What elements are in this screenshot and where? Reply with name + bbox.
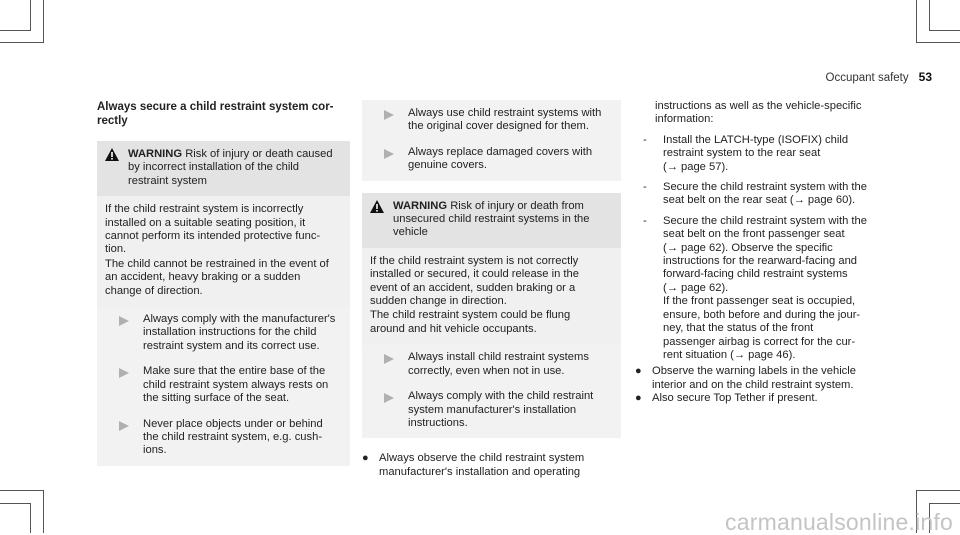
play-arrow-icon: [119, 368, 133, 405]
section-heading: Always secure a child restraint system cor- rectly: [97, 101, 334, 127]
crop-mark: [0, 490, 44, 491]
warning-box: [362, 193, 621, 439]
warning-title: WARNING: [128, 148, 183, 160]
column-1: [97, 100, 350, 466]
page-number: 53: [918, 70, 932, 84]
warning-paragraph: If the child restraint system is not correctly installed or secured, it could release in the event of an accident, sudden braking or a sudden change in direction.: [370, 254, 579, 308]
play-arrow-icon: [119, 421, 133, 458]
warning-steps: [362, 345, 621, 438]
crop-mark: [0, 42, 44, 43]
bullet-list: [362, 452, 621, 479]
play-arrow-icon: [384, 354, 398, 378]
instruction-step: Never place objects under or behind the child restraint system, e.g. cush- ions.: [105, 418, 344, 458]
play-arrow-icon: [384, 110, 398, 134]
warning-box: [97, 141, 350, 466]
play-arrow-icon: [384, 393, 398, 430]
instruction-step: Always comply with the manufacturer's installation instructions for the child restraint system and its correct use.: [105, 313, 344, 353]
warning-paragraph: If the child restraint system is incorrectly installed on a suitable seating position, it cannot perform its intended protective func- tion.: [105, 203, 321, 256]
list-item: ● Observe the warning labels in the vehicle interior and on the child restraint system.: [635, 365, 856, 391]
continued-paragraph: instructions as well as the vehicle-specific information:: [655, 100, 862, 126]
warning-body: [97, 196, 350, 307]
warning-title: WARNING: [393, 199, 448, 212]
dash-note: If the front passenger seat is occupied, ensure, both before and during the jour- ney, that the status of the front passenger airbag is correct for the cur- rent situation (→ page 46).: [663, 295, 861, 361]
crop-mark: [0, 503, 30, 504]
instruction-step: Always install child restraint systems correctly, even when not in use.: [370, 351, 615, 378]
crop-mark: [30, 0, 31, 31]
play-arrow-icon: [384, 149, 398, 173]
bullet-icon: ●: [635, 365, 642, 378]
list-item: ● Also secure Top Tether if present.: [635, 392, 818, 405]
crop-mark: [916, 0, 917, 43]
instruction-step: Always comply with the child restraint system manufacturer's installation instructions.: [370, 390, 615, 430]
dash-item: - Secure the child restraint system with the seat belt on the rear seat (→ page 60).: [643, 181, 867, 207]
crop-mark: [916, 490, 960, 491]
page-header: [826, 71, 932, 85]
crop-mark: [916, 42, 960, 43]
warning-header: WARNING Risk of injury or death caused by incorrect installation of the child restraint system: [97, 141, 350, 196]
warning-triangle-icon: [370, 200, 384, 213]
crop-mark: [929, 0, 930, 31]
warning-triangle-icon: [105, 148, 119, 161]
play-arrow-icon: [119, 316, 133, 353]
warning-header: WARNING Risk of injury or death from unsecured child restraint systems in the vehicle: [362, 193, 621, 248]
crop-mark: [930, 30, 960, 31]
warning-body: [362, 248, 621, 345]
instruction-step: Always replace damaged covers with genuine covers.: [370, 146, 615, 173]
warning-steps-continued: [362, 100, 621, 181]
warning-paragraph: The child restraint system could be flung around and hit vehicle occupants.: [370, 309, 571, 335]
warning-paragraph: The child cannot be restrained in the event of an accident, heavy braking or a sudden change of direction.: [105, 257, 329, 297]
column-3: [635, 100, 935, 406]
watermark: carmanualsonline.info: [725, 508, 953, 535]
column-2: [362, 100, 621, 479]
crop-mark: [930, 503, 960, 504]
bullet-icon: ●: [362, 452, 369, 465]
crop-mark: [0, 30, 30, 31]
dash-item: - Install the LATCH-type (ISOFIX) child restraint system to the rear seat (→ page 57).: [643, 133, 849, 173]
crop-mark: [30, 503, 31, 533]
list-item: ● Always observe the child restraint system manufacturer's installation and operating: [362, 452, 585, 478]
crop-mark: [43, 490, 44, 533]
crop-mark: [43, 0, 44, 43]
instruction-step: Make sure that the entire base of the child restraint system always rests on the sitting surface of the seat.: [105, 365, 344, 405]
section-title: Occupant safety: [825, 72, 909, 84]
dash-item: - Secure the child restraint system with the seat belt on the front passenger seat (→ page 62). Observe the specific instructions for the rearward-facing and forward-facing child restraint systems (→ page 62). If the front passenger seat is occupied, ensure, both before and during the jour- ney, that the status of the front passenger airbag is correct for the cur- rent situation (→ page 46).: [635, 215, 935, 362]
instruction-step: Always use child restraint systems with the original cover designed for them.: [370, 107, 615, 134]
bullet-icon: ●: [635, 392, 642, 405]
warning-steps: [97, 307, 350, 466]
